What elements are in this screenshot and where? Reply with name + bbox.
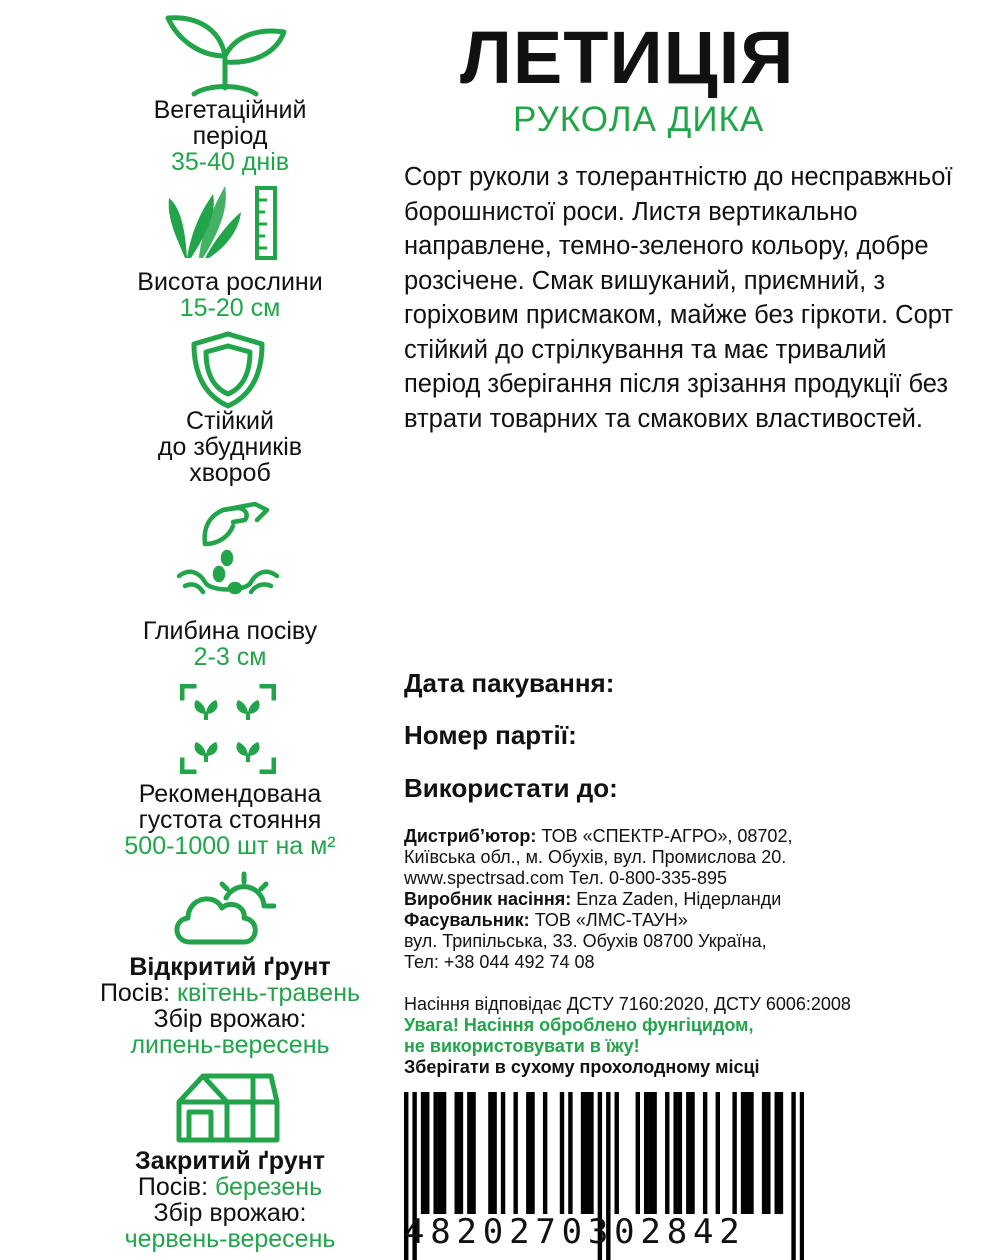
barcode-bar	[425, 1092, 429, 1214]
density-value: 500-1000 шт на м²	[124, 832, 336, 860]
depth-value: 2-3 см	[193, 643, 267, 671]
barcode-bar	[644, 1092, 648, 1214]
barcode-bar	[749, 1092, 753, 1214]
greenhouse-icon	[175, 1072, 281, 1144]
barcode-bar	[779, 1092, 783, 1214]
shield-icon	[190, 330, 266, 410]
closed-ground-harvest: червень-вересень	[124, 1225, 336, 1253]
barcode-bar	[775, 1092, 779, 1214]
plant-ruler-icon	[165, 184, 280, 262]
barcode-bar	[438, 1092, 442, 1214]
plant-density-icon	[180, 684, 276, 774]
barcode-bar	[690, 1092, 694, 1214]
barcode-bar	[467, 1092, 471, 1214]
legal-info	[404, 994, 984, 1078]
storage-text: Зберігати в сухому прохолодному місці	[404, 1057, 760, 1077]
batch-field: Номер партії:	[404, 720, 577, 750]
barcode-bar	[762, 1092, 766, 1214]
barcode-bar	[732, 1092, 736, 1214]
barcode-bar	[615, 1092, 619, 1214]
closed-ground-sow: березень	[214, 1173, 323, 1201]
density-label: Рекомендована густота стояння 500-1000 шт на м²	[30, 781, 430, 859]
warning-text-2: не використовувати в їжу!	[404, 1036, 640, 1056]
product-description: Сорт руколи з толерантністю до несправжньої борошнистої роси. Листя вертикально направлене, темно-зеленого кольору, добре розсічене. Смак вишуканий, приємний, з горіховим присмаком, майже без гіркоти. Сорт стійкий до стрілкування та має тривалий період зберігання після зрізання продукції без втрати товарних та смакових властивостей.	[404, 163, 954, 433]
barcode-bar	[703, 1092, 707, 1214]
height-label: Висота рослини 15-20 см	[30, 269, 430, 321]
barcode-bar	[581, 1092, 585, 1214]
standard-text: Насіння відповідає ДСТУ 7160:2020, ДСТУ 6006:2008	[404, 994, 851, 1014]
distributor-info: Дистриб’ютор: ТОВ «СПЕКТР-АГРО», 08702, Київська обл., м. Обухів, вул. Промислова 20. www.spectrsad.com Тел. 0-800-335-895 Виробник насіння: Enza Zaden, Нідерланди Фасувальник: ТОВ «ЛМС-ТАУН» вул. Трипільська, 33. Обухів 08700 Україна, Тел: +38 044 492 74 08	[404, 826, 793, 972]
barcode-bar	[513, 1092, 517, 1214]
barcode-bar	[459, 1092, 463, 1214]
barcode-bar	[455, 1092, 459, 1214]
pack-date-field: Дата пакування:	[404, 668, 615, 698]
barcode-bar	[665, 1092, 669, 1214]
barcode-bar	[745, 1092, 749, 1214]
open-ground-title: Відкритий ґрунт	[129, 953, 331, 981]
barcode-bar	[678, 1092, 682, 1214]
closed-ground-block: Закритий ґрунт Посів: березень Збір врожаю: червень-вересень	[30, 1148, 430, 1252]
open-ground-block: Відкритий ґрунт Посів: квітень-травень Збір врожаю: липень-вересень	[30, 954, 430, 1058]
use-by-field: Використати до:	[404, 773, 618, 803]
warning-text-1: Увага! Насіння оброблено фунгіцидом,	[404, 1015, 754, 1035]
sprout-icon	[160, 10, 290, 100]
barcode-bar	[585, 1092, 589, 1214]
barcode-bar	[636, 1092, 640, 1214]
sowing-hand-icon	[175, 496, 280, 608]
barcode-bar	[543, 1092, 547, 1214]
barcode-bar	[421, 1092, 425, 1214]
barcode-bar	[568, 1092, 572, 1214]
resistance-label: Стійкий до збудників хвороб	[157, 407, 303, 487]
barcode-bar	[686, 1092, 690, 1214]
barcode-bar	[766, 1092, 770, 1214]
depth-label: Глибина посіву 2-3 см	[30, 618, 430, 670]
open-ground-harvest: липень-вересень	[130, 1031, 330, 1059]
vegetation-value: 35-40 днів	[170, 148, 290, 176]
barcode-bar	[492, 1092, 496, 1214]
barcode-bar	[560, 1092, 564, 1214]
cloud-sun-icon	[168, 870, 276, 948]
vegetation-label: Вегетаційний період 35-40 днів	[30, 97, 430, 175]
closed-ground-title: Закритий ґрунт	[134, 1147, 325, 1175]
barcode-bar	[648, 1092, 652, 1214]
barcode-bar	[433, 1092, 437, 1214]
barcode-bar	[442, 1092, 446, 1214]
barcode-bar	[488, 1092, 492, 1214]
barcode-bar	[526, 1092, 530, 1214]
barcode-digits: 4820270302842	[404, 1212, 746, 1252]
height-value: 15-20 см	[179, 294, 281, 322]
barcode-bar	[673, 1092, 677, 1214]
barcode-bar	[501, 1092, 505, 1214]
barcode-bar	[589, 1092, 593, 1214]
product-type: РУКОЛА ДИКА	[513, 100, 765, 139]
barcode-bar	[716, 1092, 720, 1214]
barcode-bar	[652, 1092, 656, 1214]
barcode-bar	[471, 1092, 475, 1214]
open-ground-sow: квітень-травень	[177, 979, 361, 1007]
product-name: ЛЕТИЦІЯ	[460, 16, 795, 99]
barcode-bar	[741, 1092, 745, 1214]
barcode-bar	[530, 1092, 534, 1214]
specs-column	[0, 0, 395, 1260]
